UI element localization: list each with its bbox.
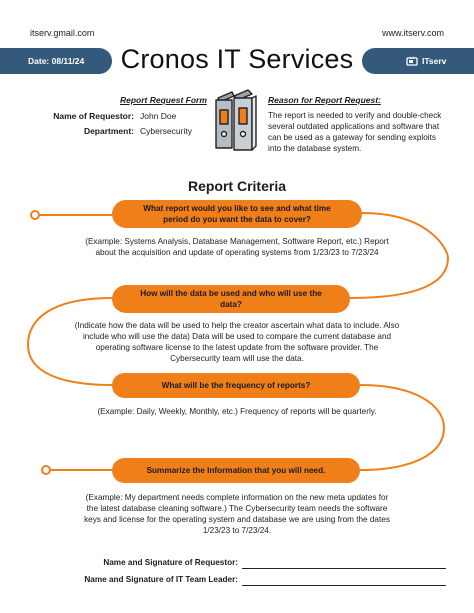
monitor-icon — [406, 56, 418, 67]
reason-heading: Reason for Report Request: — [268, 95, 381, 105]
criteria-answer-1: (Example: Systems Analysis, Database Management, Software Report, etc.) Report about the acquisition and update of operating systems from 1/23/23 to 7/23/24 — [85, 237, 389, 257]
department-value: Cybersecurity — [140, 126, 192, 136]
header-website[interactable]: www.itserv.com — [382, 28, 444, 38]
question-text: What report would you like to see and what time period do you want the data to cover? — [143, 204, 331, 224]
request-heading: Report Request Form — [120, 95, 207, 105]
criteria-answer-3: (Example: Daily, Weekly, Monthly, etc.) Frequency of reports will be quarterly. — [97, 407, 377, 416]
requestor-value: John Doe — [140, 111, 177, 121]
requestor-signature-label: Name and Signature of Requestor: — [103, 558, 238, 567]
brand-name: ITserv — [422, 56, 447, 66]
question-text: How will the data be used and who will use the data? — [140, 289, 322, 309]
date-pill — [0, 48, 112, 74]
header-email[interactable]: itserv.gmail.com — [30, 28, 95, 38]
route-end-dot — [42, 466, 50, 474]
criteria-answer-4: (Example: My department needs complete information on the new meta updates for the latest database cleaning software.) The Cybersecurity team needs the software keys and license for the operating system and database we are using from the dates 1/23/23 to 7/23/24. — [84, 493, 390, 535]
department-label: Department: — [83, 126, 134, 136]
page-title: Cronos IT Services — [120, 44, 354, 74]
criteria-title: Report Criteria — [187, 178, 287, 194]
route-start-dot — [31, 211, 39, 219]
binders-icon — [212, 88, 260, 159]
criteria-question-4 — [112, 458, 360, 483]
criteria-question-3 — [112, 373, 360, 398]
criteria-question-2 — [112, 285, 350, 313]
criteria-answer-2: (Indicate how the data will be used to help the creator ascertain what data to include. Also include who will use the data) Data will be used to compare the current database and operating software license to the latest update from the software provider. The Cybersecurity team will use the data. — [74, 321, 400, 363]
requestor-signature-line[interactable] — [242, 568, 446, 569]
requestor-label: Name of Requestor: — [53, 111, 134, 121]
date-label: Date: 08/11/24 — [28, 56, 85, 66]
brand-pill — [362, 48, 474, 74]
leader-signature-line[interactable] — [242, 585, 446, 586]
question-text: Summarize the Information that you will need. — [146, 466, 326, 475]
reason-text: The report is needed to verify and double-check several outdated applications and software that can be used as a gateway for sending exploits into the database system. — [268, 111, 442, 153]
question-text: What will be the frequency of reports? — [161, 381, 311, 390]
criteria-question-1 — [112, 200, 362, 228]
leader-signature-label: Name and Signature of IT Team Leader: — [84, 575, 238, 584]
